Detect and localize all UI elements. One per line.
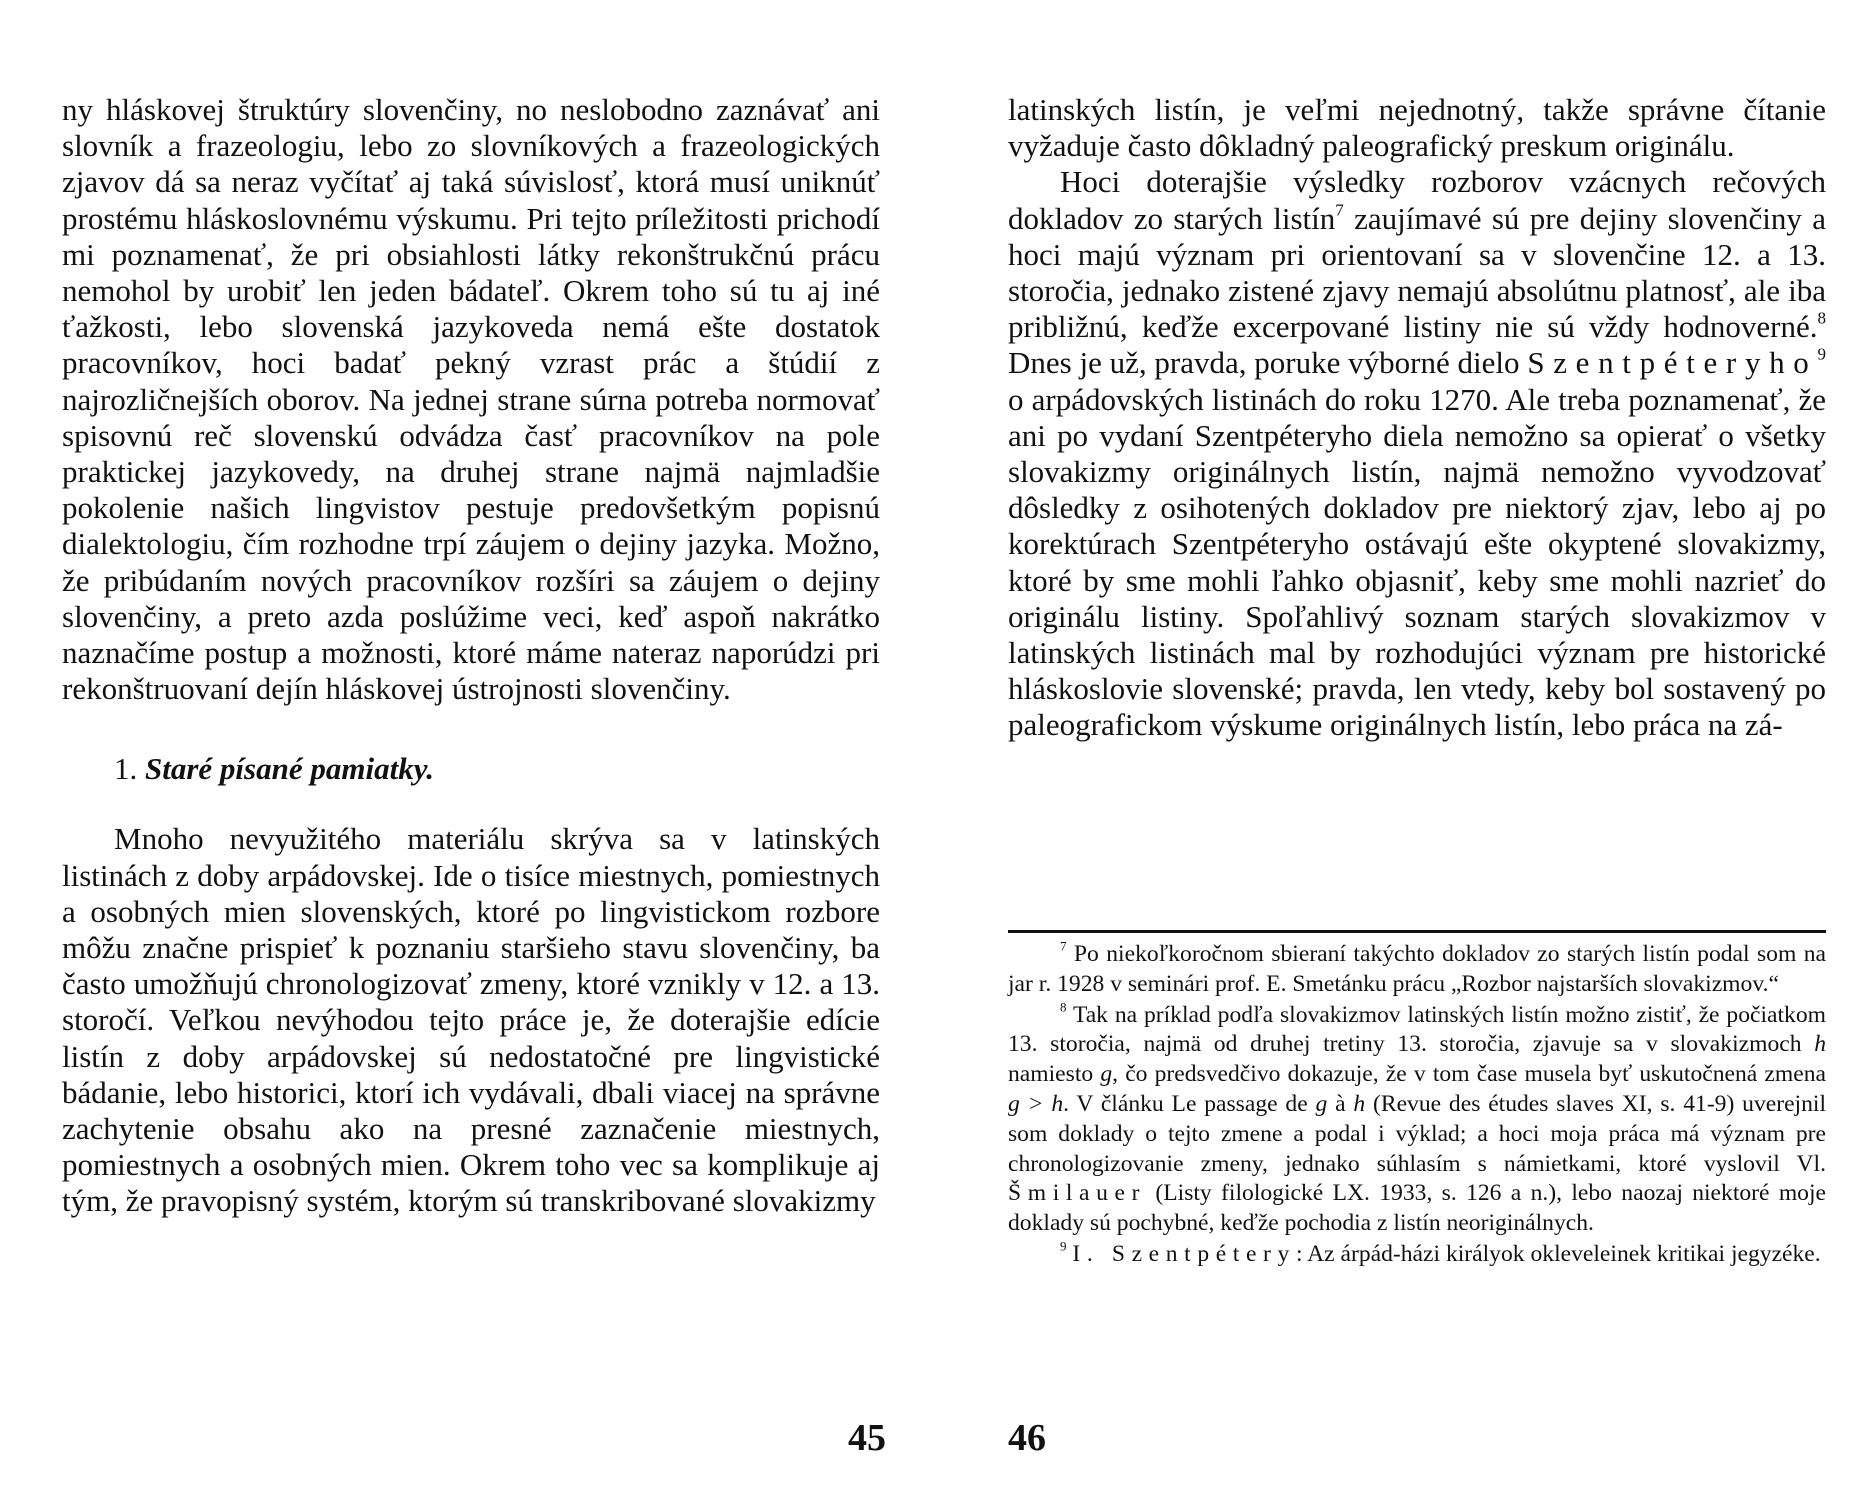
- right-paragraph-1: latinských listín, je veľmi nejednotný, takže správne čítanie vyžaduje často dôkladný paleografický preskum originálu.: [1008, 92, 1826, 164]
- footnote-9-author: I. Szentpétery: [1072, 1240, 1296, 1267]
- footnote-8-letter-g: g: [1100, 1061, 1113, 1088]
- section-heading-title: Staré písané pamiatky.: [145, 751, 435, 787]
- footnote-7-text: Po niekoľkoročnom sbieraní takýchto dokladov zo starých listín podal som na jar r. 1928 v seminári prof. E. Smetánku prácu „Rozbor najstarších slovakizmov.“: [1008, 941, 1826, 997]
- left-paragraph-2: Mnoho nevyužitého materiálu skrýva sa v latinských listinách z doby arpádovskej. Ide o tisíce miestnych, pomiestnych a osobných mien slovenských, ktoré po lingvistickom rozbore môžu značne prispieť k poznaniu staršieho stavu slovenčiny, ba často umožňujú chronologizovať zmeny, ktoré vznikly v 12. a 13. storočí. Veľkou nevýhodou tejto práce je, že doterajšie edície listín z doby arpádovskej sú nedostatočné pre lingvistické bádanie, lebo historici, ktorí ich vydávali, dbali viacej na správne zachytenie obsahu ako na presné zaznačenie miestnych, pomiestnych a osobných mien. Okrem toho vec sa komplikuje aj tým, že pravopisný systém, ktorým sú transkribované slovakizmy: [62, 821, 880, 1219]
- right-page-body: [1008, 92, 1826, 744]
- right-paragraph-2-part-a: Hoci doterajšie výsledky rozborov vzácnych rečových dokladov zo starých listín: [1008, 164, 1826, 236]
- footnote-9-text: : Az árpád-házi királyok okleveleinek kritikai jegyzéke.: [1295, 1240, 1821, 1267]
- left-page: [62, 0, 886, 1500]
- right-paragraph-2-part-c: Dnes je už, pravda, poruke výborné dielo: [1008, 345, 1528, 381]
- right-paragraph-2-part-d: o arpádovských listinách do roku 1270. Ale treba poznamenať, že ani po vydaní Szentpéteryho diela nemožno sa opierať o všetky slovakizmy originálnych listín, najmä nemožno vyvodzovať dôsledky z osihotených dokladov pre niektorý zjav, lebo aj po korektúrach Szentpéteryho ostávajú ešte okyptené slovakizmy, ktoré by sme mohli ľahko objasniť, keby sme mohli nazrieť do originálu listiny. Spoľahlivý soznam starých slovakizmov v latinských listinách mal by rozhodujúci význam pre historické hláskoslovie slovenské; pravda, len vtedy, keby bol sostavený po paleografickom výskume originálnych listín, lebo práca na zá-: [1008, 381, 1826, 743]
- footnote-8-author: Šmilauer: [1008, 1180, 1147, 1207]
- left-page-body: [62, 92, 880, 1220]
- footnote-8-formula: g > h: [1008, 1090, 1064, 1117]
- left-paragraph-1: ny hláskovej štruktúry slovenčiny, no neslobodno zaznávať ani slovník a frazeologiu, lebo zo slovníkových a frazeologických zjavov dá sa neraz vyčítať aj taká súvislosť, ktorá musí uniknúť prostému hláskoslovnému výskumu. Pri tejto príležitosti prichodí mi poznamenať, že pri obsiahlosti látky rekonštrukčnú prácu nemohol by urobiť len jeden bádateľ. Okrem toho sú tu aj iné ťažkosti, lebo slovenská jazykoveda nemá ešte dostatok pracovníkov, hoci badať pekný vzrast prác a štúdií z najrozličnejších oborov. Na jednej strane súrna potreba normovať spisovnú reč slovenskú odvádza časť pracovníkov na pole praktickej jazykovedy, na druhej strane najmä najmladšie pokolenie našich lingvistov pestuje predovšetkým popisnú dialektologiu, čím rozhodne trpí záujem o dejiny jazyka. Možno, že pribúdaním nových pracovníkov rozšíri sa záujem o dejiny slovenčiny, a preto azda poslúžime veci, keď aspoň nakrátko naznačíme postup a možnosti, ktoré máme nateraz naporúdzi pri rekonštruovaní dejín hláskovej ústrojnosti slovenčiny.: [62, 92, 880, 707]
- footnote-8-marker: 8: [1060, 999, 1067, 1015]
- footnote-7-marker: 7: [1060, 938, 1067, 954]
- footnote-7: [1008, 940, 1826, 1000]
- right-page: [1008, 0, 1826, 1500]
- footnote-separator: [1008, 930, 1826, 933]
- right-paragraph-2-part-b: zaujímavé sú pre dejiny slovenčiny a hoci majú význam pri orientovaní sa v slovenčine 12. a 13. storočia, jednako zistené zjavy nemajú absolútnu platnosť, ale iba približnú, keďže excerpované listiny nie sú vždy hodnoverné.: [1008, 200, 1826, 345]
- footnote-8-letter-h-2: h: [1353, 1090, 1366, 1117]
- footnote-8-text-g: (Listy filologické LX. 1933, s. 126 a n.), lebo naozaj niektoré moje doklady sú pochybné, keďže pochodia z listín neoriginálnych.: [1008, 1180, 1826, 1237]
- page-number-right: 46: [1008, 1417, 1046, 1459]
- footnote-8: [1008, 1001, 1826, 1239]
- footnote-8-text-b: namiesto: [1008, 1061, 1101, 1088]
- footnote-ref-7: 7: [1335, 199, 1344, 219]
- section-heading: [62, 751, 880, 787]
- footnotes: [1008, 940, 1826, 1271]
- footnote-8-text-a: Tak na príklad podľa slovakizmov latinských listín možno zistiť, že počiatkom 13. storočia, najmä od druhej tretiny 13. storočia, zjavuje sa v slovakizmoch: [1008, 1001, 1826, 1058]
- footnote-8-text-d: . V článku Le passage de: [1063, 1090, 1316, 1117]
- section-heading-number: 1.: [114, 751, 138, 787]
- author-name-spaced: Szentpéteryho: [1527, 345, 1818, 381]
- footnote-9: [1008, 1240, 1826, 1270]
- footnote-9-marker: 9: [1060, 1238, 1067, 1254]
- footnote-ref-9: 9: [1817, 344, 1826, 364]
- right-paragraph-2: [1008, 164, 1826, 743]
- footnote-8-letter-h: h: [1814, 1031, 1826, 1058]
- footnote-8-text-c: , čo predsvedčivo dokazuje, že v tom čase musela byť uskutočnená zmena: [1112, 1061, 1826, 1088]
- footnote-8-letter-g-2: g: [1315, 1090, 1328, 1117]
- footnote-ref-8: 8: [1817, 308, 1826, 328]
- footnote-8-text-e: à: [1327, 1090, 1354, 1117]
- page-number-left: 45: [848, 1417, 886, 1459]
- footnote-8-text-f: (Revue des études slaves XI, s. 41-9) uverejnil som doklady o tejto zmene a podal i výklad; a hoci moja práca má význam pre chronologizovanie zmeny, jednako súhlasím s námietkami, ktoré vyslovil Vl.: [1008, 1090, 1826, 1177]
